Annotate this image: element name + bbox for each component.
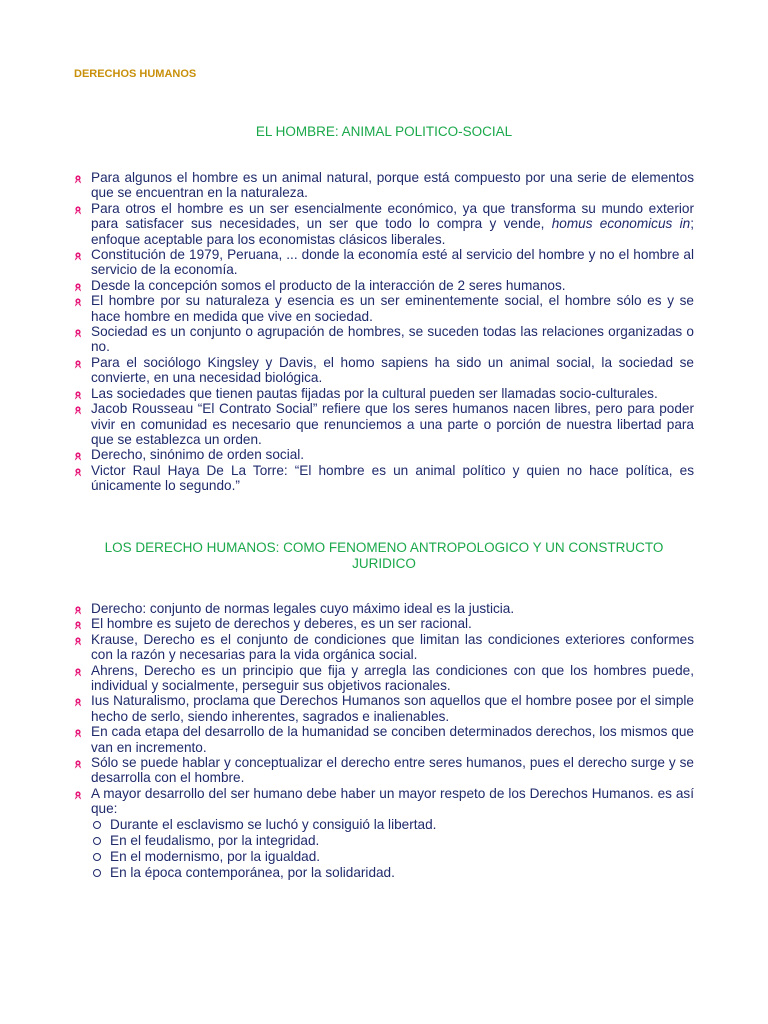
red-ornament-bullet-icon	[74, 698, 82, 707]
sub-list-item-text: En la época contemporánea, por la solidaridad.	[110, 864, 395, 880]
list-item	[74, 355, 694, 386]
section-1-list	[74, 170, 694, 494]
list-item	[74, 632, 694, 663]
red-ornament-bullet-icon	[74, 791, 82, 800]
sub-list-item	[91, 849, 694, 865]
list-item	[74, 616, 694, 631]
list-item-text: Jacob Rousseau “El Contrato Social” refiere que los seres humanos nacen libres, pero para poder vivir en comunidad es necesario que renunciemos a una parte o porción de nuestra libertad para que se establezca un orden.	[91, 401, 694, 447]
list-item	[74, 601, 694, 616]
list-item-text: Para el sociólogo Kingsley y Davis, el homo sapiens ha sido un animal social, la sociedad se convierte, en una necesidad biológica.	[91, 354, 694, 386]
red-ornament-bullet-icon	[74, 406, 82, 415]
list-item	[74, 401, 694, 447]
section-2-list	[74, 601, 694, 881]
sub-list-item-text: Durante el esclavismo se luchó y consiguió la libertad.	[110, 816, 437, 832]
sub-list-item-text: En el modernismo, por la igualdad.	[110, 848, 321, 864]
list-item	[74, 724, 694, 755]
list-item-text: Krause, Derecho es el conjunto de condiciones que limitan las condiciones exteriores conformes con la razón y necesarias para la vida orgánica social.	[91, 631, 694, 663]
open-circle-bullet-icon	[93, 837, 101, 845]
red-ornament-bullet-icon	[74, 606, 82, 615]
red-ornament-bullet-icon	[74, 329, 82, 338]
list-item-text: Para otros el hombre es un ser esencialmente económico, ya que transforma su mundo exterior para satisfacer sus necesidades, un ser que todo lo compra y vende,	[91, 200, 694, 232]
red-ornament-bullet-icon	[74, 729, 82, 738]
list-item-text: A mayor desarrollo del ser humano debe haber un mayor respeto de los Derechos Humanos. es así que:	[91, 785, 694, 817]
section-title-derechos: LOS DERECHO HUMANOS: COMO FENOMENO ANTROPOLOGICO Y UN CONSTRUCTO JURIDICO	[104, 540, 664, 571]
red-ornament-bullet-icon	[74, 175, 82, 184]
list-item	[74, 447, 694, 462]
list-item-text: Sólo se puede hablar y conceptualizar el derecho entre seres humanos, pues el derecho surge y se desarrolla con el hombre.	[91, 755, 694, 786]
red-ornament-bullet-icon	[74, 621, 82, 630]
list-item	[74, 386, 694, 401]
list-item	[74, 693, 694, 724]
red-ornament-bullet-icon	[74, 360, 82, 369]
list-item-text: Sociedad es un conjunto o agrupación de hombres, se suceden todas las relaciones organizadas o no.	[91, 324, 694, 355]
red-ornament-bullet-icon	[74, 668, 82, 677]
sub-list-item	[91, 817, 694, 833]
red-ornament-bullet-icon	[74, 468, 82, 477]
section-title-hombre: EL HOMBRE: ANIMAL POLITICO-SOCIAL	[255, 124, 513, 139]
open-circle-bullet-icon	[93, 821, 101, 829]
list-item	[74, 786, 694, 881]
list-item	[74, 663, 694, 694]
list-item	[74, 170, 694, 201]
list-item	[74, 278, 694, 293]
document-header: DERECHOS HUMANOS	[74, 68, 197, 80]
list-item-text: Derecho, sinónimo de orden social.	[91, 447, 305, 463]
sub-list-item	[91, 833, 694, 849]
red-ornament-bullet-icon	[74, 391, 82, 400]
list-item	[74, 201, 694, 247]
red-ornament-bullet-icon	[74, 283, 82, 292]
list-item-text: Desde la concepción somos el producto de la interacción de 2 seres humanos.	[91, 277, 566, 293]
list-item-text: En cada etapa del desarrollo de la humanidad se conciben determinados derechos, los mismos que van en incremento.	[91, 724, 694, 755]
list-item-text: Ahrens, Derecho es un principio que fija y arregla las condiciones con que los hombres puede, individual y socialmente, perseguir sus objetivos racionales.	[91, 662, 694, 694]
list-item	[74, 293, 694, 324]
red-ornament-bullet-icon	[74, 206, 82, 215]
list-item	[74, 463, 694, 494]
sub-list-item-text: En el feudalismo, por la integridad.	[110, 832, 320, 848]
list-item-text: ; enfoque aceptable para los economistas clásicos liberales.	[91, 216, 694, 247]
list-item-text: Las sociedades que tienen pautas fijadas por la cultural pueden ser llamadas socio-culturales.	[91, 385, 658, 401]
red-ornament-bullet-icon	[74, 252, 82, 261]
list-item	[74, 755, 694, 786]
list-item	[74, 324, 694, 355]
red-ornament-bullet-icon	[74, 298, 82, 307]
open-circle-bullet-icon	[93, 853, 101, 861]
list-item-text: Constitución de 1979, Peruana, ... donde la economía esté al servicio del hombre y no el hombre al servicio de la economía.	[91, 247, 694, 278]
list-item-text: Victor Raul Haya De La Torre: “El hombre es un animal político y quien no hace política, es únicamente lo segundo.”	[91, 462, 694, 494]
list-item	[74, 247, 694, 278]
list-item-text: El hombre es sujeto de derechos y deberes, es un ser racional.	[91, 616, 472, 632]
list-item-text: Para algunos el hombre es un animal natural, porque está compuesto por una serie de elementos que se encuentran en la naturaleza.	[91, 170, 694, 201]
sub-list	[91, 817, 694, 881]
red-ornament-bullet-icon	[74, 452, 82, 461]
list-item-emphasis: homus economicus in	[551, 216, 691, 232]
list-item-text: Derecho: conjunto de normas legales cuyo máximo ideal es la justicia.	[91, 601, 515, 616]
list-item-text: Ius Naturalismo, proclama que Derechos Humanos son aquellos que el hombre posee por el simple hecho de serlo, siendo inherentes, sagrados e inalienables.	[91, 693, 694, 724]
sub-list-item	[91, 865, 694, 881]
red-ornament-bullet-icon	[74, 637, 82, 646]
open-circle-bullet-icon	[93, 869, 101, 877]
list-item-text: El hombre por su naturaleza y esencia es un ser eminentemente social, el hombre sólo es y se hace hombre en medida que vive en sociedad.	[91, 293, 694, 324]
red-ornament-bullet-icon	[74, 760, 82, 769]
